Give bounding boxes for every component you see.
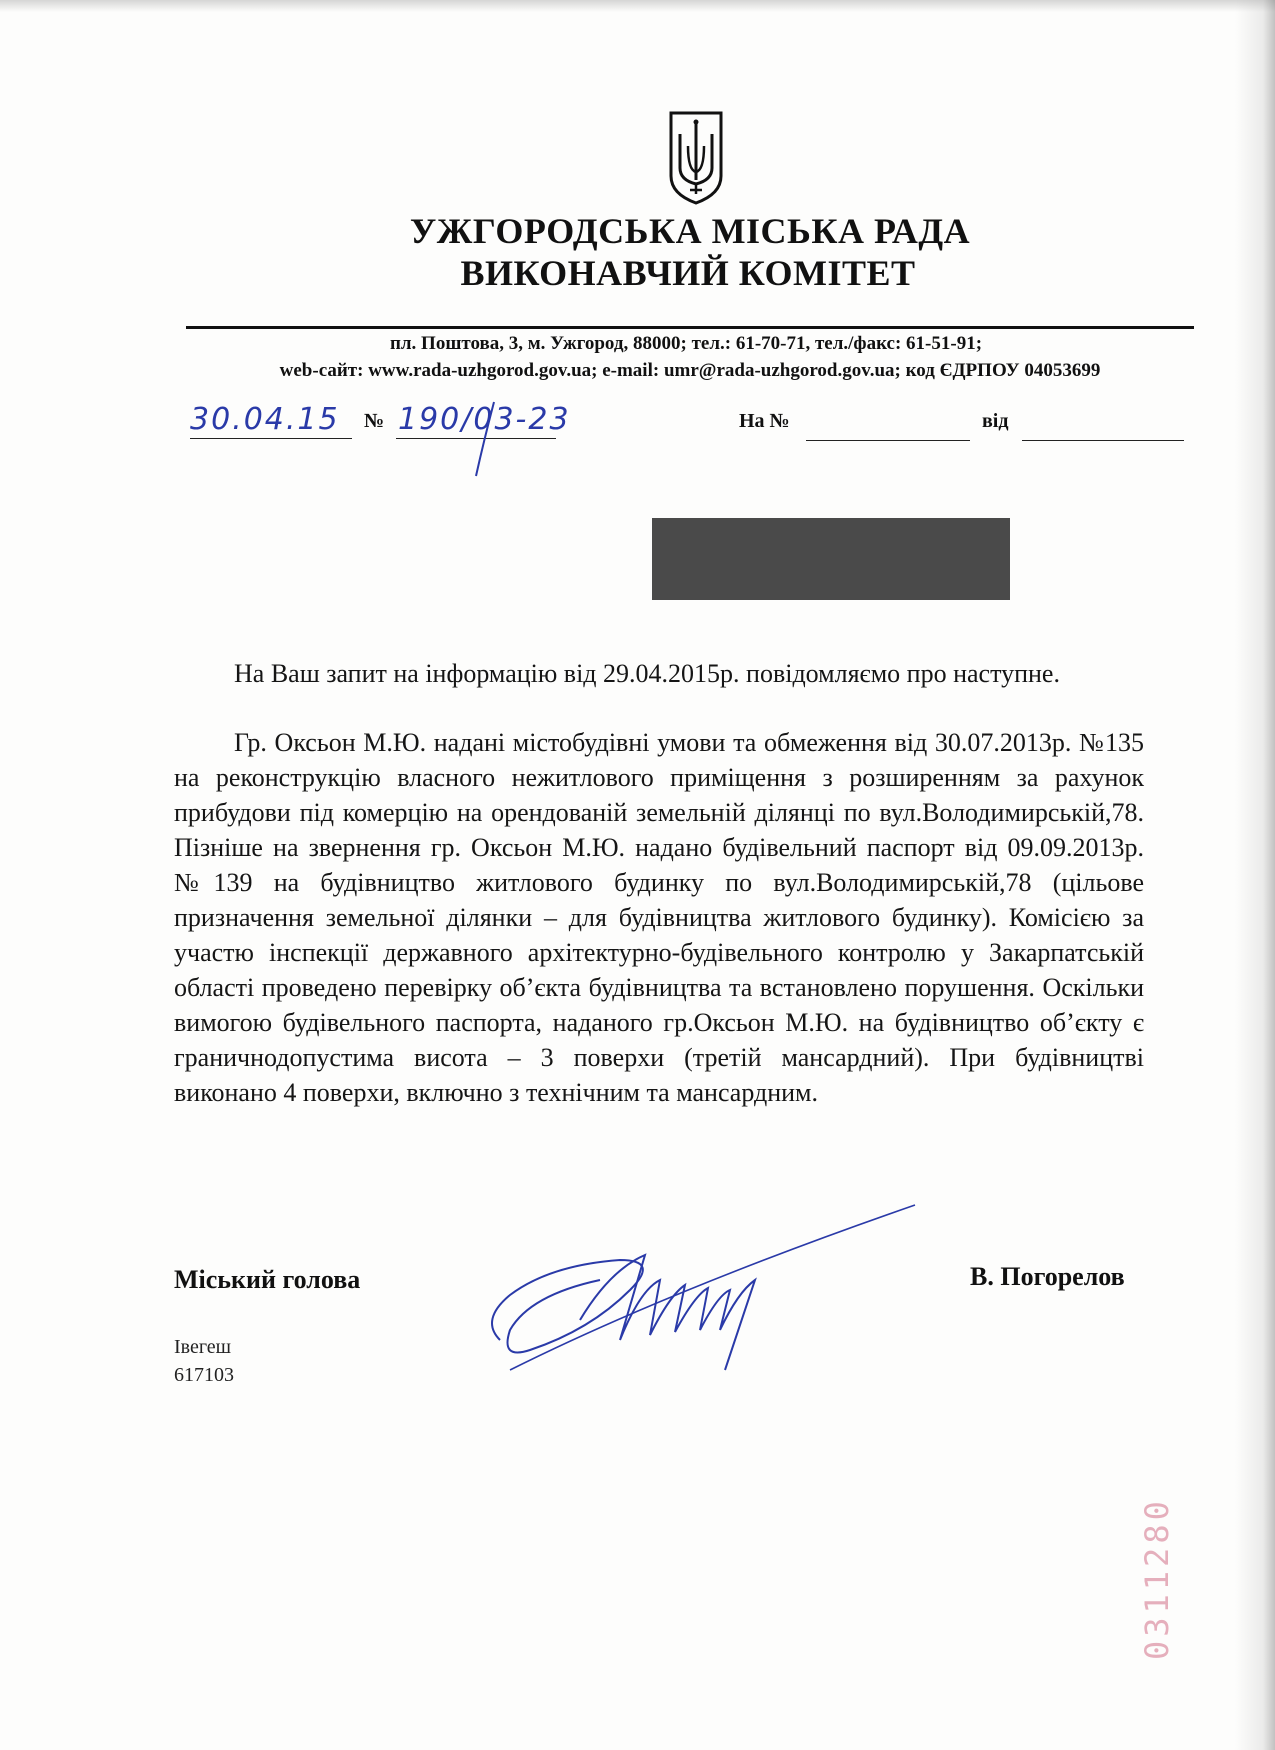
paragraph-text: Гр. Оксьон М.Ю. надані містобудівні умови та обмеження від 30.07.2013р. №135 на реконструкцію власного нежитлового приміщення з розширенням за рахунок прибудови під комерцію на орендованій земельній ділянці по вул.Володимирській,78. Пізніше на звернення гр. Оксьон М.Ю. надано будівельний паспорт від 09.09.2013р. №139 на будівництво житлового будинку по вул.Володимирській,78 (цільове призначення земельної ділянки – для будівництва житлового будинку). Комісією за участю інспекції державного архітектурно-будівельного контролю у Закарпатській області проведено перевірку об’єкта будівництва та встановлено порушення. Оскільки вимогою будівельного паспорта, наданого гр.Оксьон М.Ю. на будівництво об’єкту є граничнодопустима висота – 3 поверхи (третій мансардний). При будівництві виконано 4 поверхи, включно з технічним та мансардним.	[174, 728, 1144, 1107]
signatory-name: В. Погорелов	[970, 1262, 1125, 1291]
body-paragraph-1	[174, 656, 1144, 691]
handwritten-number: 190/03-23	[398, 402, 571, 437]
paragraph-text: На Ваш запит на інформацію від 29.04.2015р. повідомляємо про наступне.	[234, 659, 1060, 688]
incoming-number-blank	[806, 440, 970, 441]
scan-edge-top	[0, 0, 1275, 12]
address-line: пл. Поштова, 3, м. Ужгород, 88000; тел.: 61-70-71, тел./факс: 61-51-91;	[389, 333, 983, 354]
header-divider	[186, 326, 1194, 329]
signatory-title: Міський голова	[174, 1265, 361, 1294]
incoming-number-label: На №	[739, 410, 790, 432]
body-paragraph-2	[174, 725, 1144, 1110]
handwritten-date: 30.04.15	[190, 402, 340, 437]
org-subtitle: ВИКОНАВЧИЙ КОМІТЕТ	[460, 253, 916, 293]
coat-of-arms-icon	[668, 110, 724, 206]
incoming-date-blank	[1022, 440, 1184, 441]
org-name: УЖГОРОДСЬКА МІСЬКА РАДА	[409, 211, 971, 251]
executor-name: Івегеш	[174, 1336, 232, 1358]
handwritten-signature	[470, 1200, 920, 1380]
executor-phone: 617103	[174, 1364, 234, 1386]
handwritten-stroke	[470, 400, 500, 480]
date-underline	[190, 438, 352, 439]
number-label: №	[364, 410, 385, 432]
incoming-date-label: від	[982, 410, 1009, 432]
contacts-line: web-сайт: www.rada-uzhgorod.gov.ua; e-mail: umr@rada-uzhgorod.gov.ua; код ЄДРПОУ 04053699	[279, 360, 1101, 381]
redacted-addressee	[652, 518, 1010, 600]
registration-stamp-number: 0311280	[1138, 1497, 1176, 1660]
